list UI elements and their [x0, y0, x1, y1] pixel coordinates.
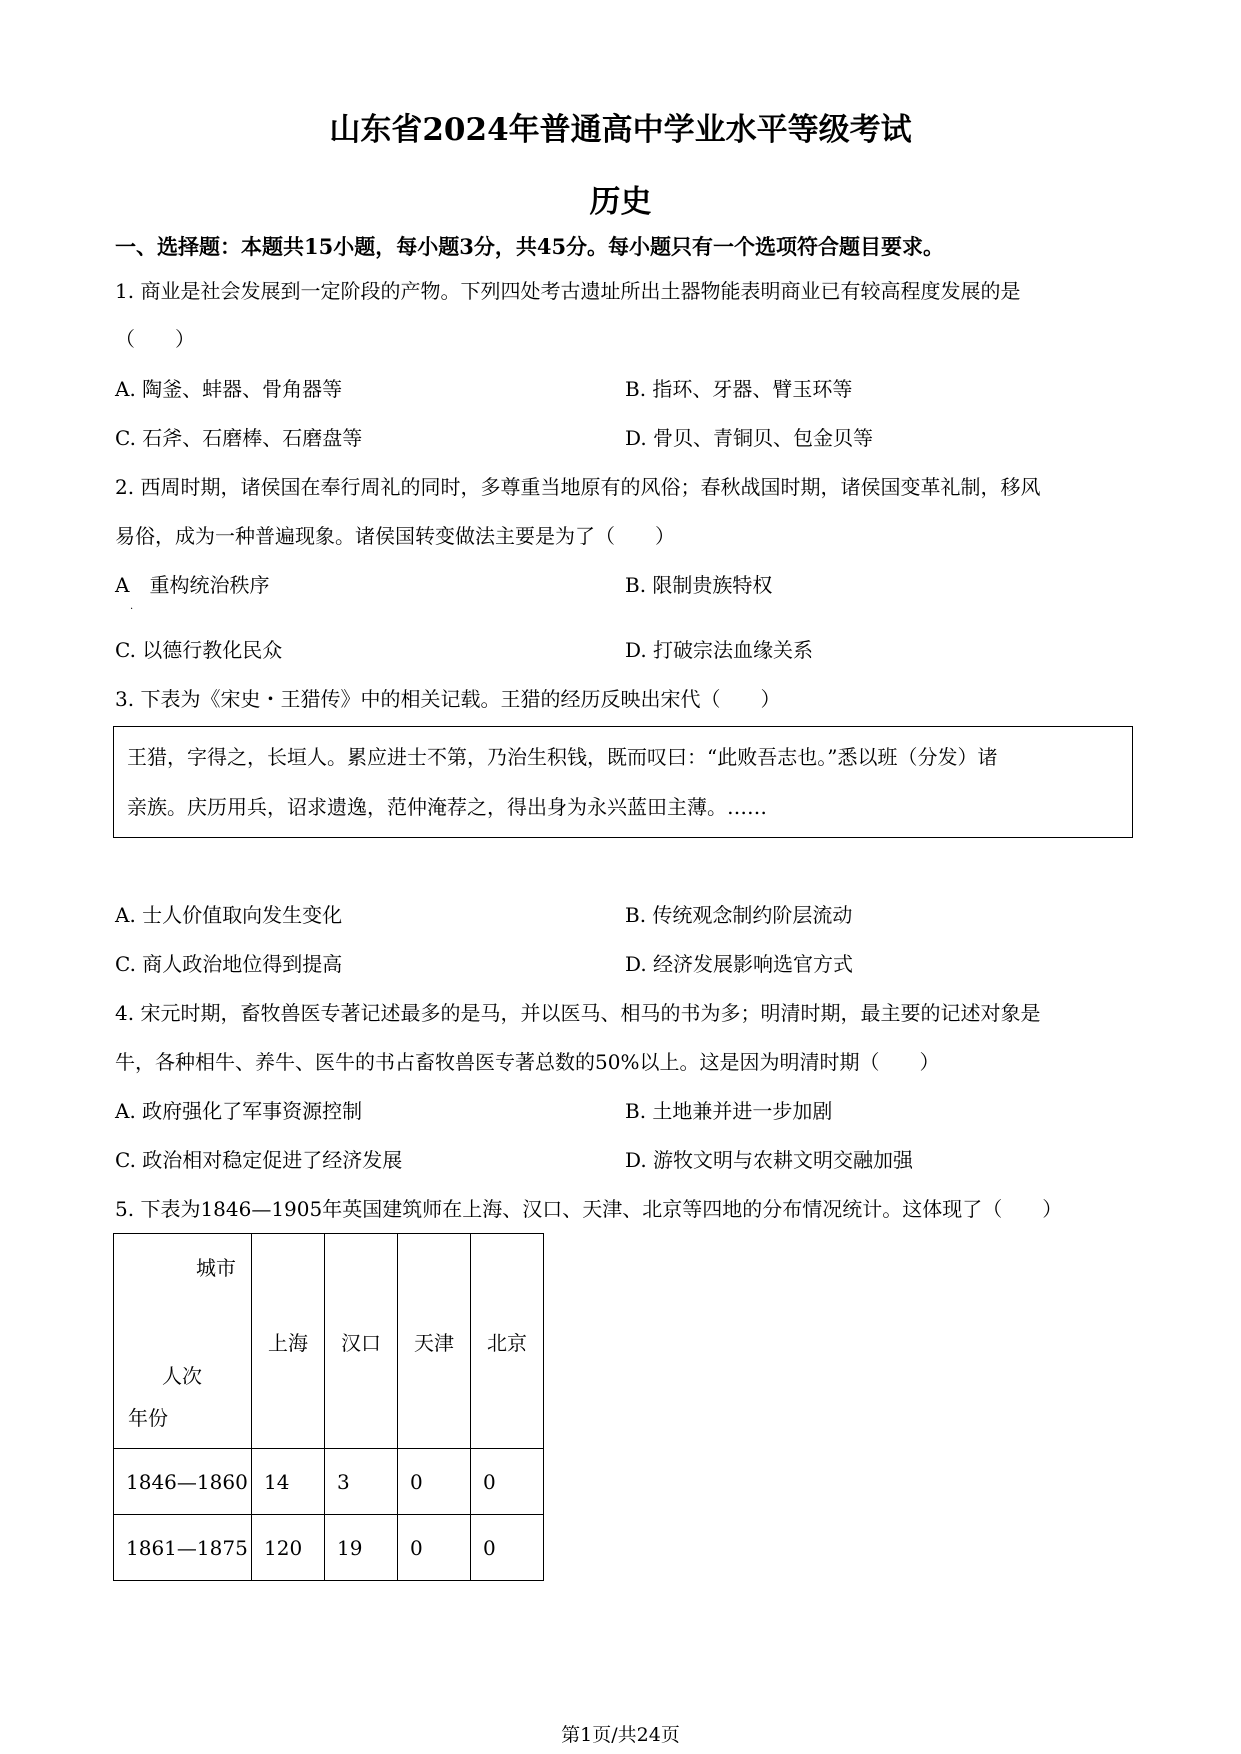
- q1-stem-line2: （ ）: [115, 327, 195, 351]
- q1-option-b: B. 指环、牙器、臂玉环等: [625, 377, 853, 401]
- q4-option-c: C. 政治相对稳定促进了经济发展: [115, 1148, 403, 1172]
- city-header: 上海: [252, 1234, 325, 1449]
- year-cell: 1861—1875: [114, 1515, 252, 1581]
- q3-option-d: D. 经济发展影响选官方式: [625, 952, 854, 976]
- q1-stem-line1: 1. 商业是社会发展到一定阶段的产物。下列四处考古遗址所出土器物能表明商业已有较高程度发展的是: [115, 279, 1021, 303]
- city-header: 天津: [398, 1234, 471, 1449]
- q3-option-b: B. 传统观念制约阶层流动: [625, 903, 853, 927]
- value-cell: 0: [398, 1449, 471, 1515]
- q2-option-d: D. 打破宗法血缘关系: [625, 638, 814, 662]
- q2-option-a: A 重构统治秩序: [115, 573, 270, 597]
- value-cell: 14: [252, 1449, 325, 1515]
- value-cell: 120: [252, 1515, 325, 1581]
- q5-stem: 5. 下表为1846—1905年英国建筑师在上海、汉口、天津、北京等四地的分布情况统计。这体现了（ ）: [115, 1197, 1063, 1221]
- q4-stem-line2: 牛，各种相牛、养牛、医牛的书占畜牧兽医专著总数的50%以上。这是因为明清时期（ ）: [115, 1050, 940, 1074]
- q3-option-c: C. 商人政治地位得到提高: [115, 952, 343, 976]
- value-cell: 19: [325, 1515, 398, 1581]
- value-cell: 3: [325, 1449, 398, 1515]
- table-corner-cell: [114, 1234, 252, 1449]
- architect-stats-table: [113, 1233, 544, 1581]
- q4-option-d: D. 游牧文明与农耕文明交融加强: [625, 1148, 914, 1172]
- page-footer: 第1页/共24页: [561, 1724, 680, 1746]
- corner-year-label: 年份: [128, 1406, 168, 1430]
- table-header-row: [114, 1234, 544, 1449]
- q3-quote-line1: 王猎，字得之，长垣人。累应进士不第，乃治生积钱，既而叹曰：“此败吾志也。”悉以班（分发）诸: [127, 745, 998, 769]
- q2-stem-line2: 易俗，成为一种普遍现象。诸侯国转变做法主要是为了（ ）: [115, 524, 675, 548]
- year-cell: 1846—1860: [114, 1449, 252, 1515]
- table-row: [114, 1515, 544, 1581]
- corner-city-label: 城市: [196, 1256, 236, 1280]
- section-heading: 一、选择题：本题共15小题，每小题3分，共45分。每小题只有一个选项符合题目要求。: [115, 234, 945, 259]
- q1-option-d: D. 骨贝、青铜贝、包金贝等: [625, 426, 874, 450]
- q2-stem-line1: 2. 西周时期，诸侯国在奉行周礼的同时，多尊重当地原有的风俗；春秋战国时期，诸侯国变革礼制，移风: [115, 475, 1041, 499]
- q4-stem-line1: 4. 宋元时期，畜牧兽医专著记述最多的是马，并以医马、相马的书为多；明清时期，最主要的记述对象是: [115, 1001, 1041, 1025]
- q3-quote-line2: 亲族。庆历用兵，诏求遗逸，范仲淹荐之，得出身为永兴蓝田主薄。……: [127, 795, 767, 819]
- city-header: 北京: [471, 1234, 544, 1449]
- q3-stem: 3. 下表为《宋史・王猎传》中的相关记载。王猎的经历反映出宋代（ ）: [115, 687, 781, 711]
- exam-title: 山东省2024年普通高中学业水平等级考试: [329, 112, 912, 148]
- table-row: [114, 1449, 544, 1515]
- q3-option-a: A. 士人价值取向发生变化: [115, 903, 343, 927]
- stray-dot: .: [130, 601, 134, 612]
- subject-title: 历史: [589, 184, 652, 220]
- q1-option-a: A. 陶釜、蚌器、骨角器等: [115, 377, 343, 401]
- city-header: 汉口: [325, 1234, 398, 1449]
- value-cell: 0: [471, 1449, 544, 1515]
- q4-option-b: B. 土地兼并进一步加剧: [625, 1099, 833, 1123]
- q2-option-b: B. 限制贵族特权: [625, 573, 773, 597]
- q3-quote-box: [113, 726, 1133, 838]
- value-cell: 0: [398, 1515, 471, 1581]
- q2-option-c: C. 以德行教化民众: [115, 638, 283, 662]
- q4-option-a: A. 政府强化了军事资源控制: [115, 1099, 363, 1123]
- value-cell: 0: [471, 1515, 544, 1581]
- corner-count-label: 人次: [162, 1364, 202, 1388]
- q1-option-c: C. 石斧、石磨棒、石磨盘等: [115, 426, 363, 450]
